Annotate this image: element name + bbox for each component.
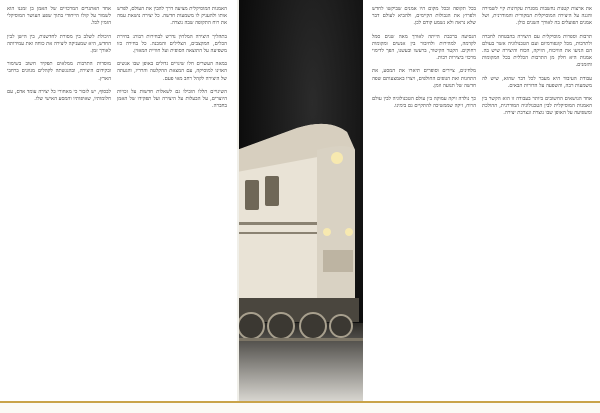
- paragraph: היכולת לשלב בין מסורת לחדשנות, בין הישן לבין החדש, היא שמעניקה ליצירה את כוחה ואת עמידותה לאורך זמן.: [7, 33, 111, 55]
- paragraph: האמנות המוסיקלית מציעה דרך להבין את העולם, לפרש אותו ולהעניק לו משמעות חדשה. כל יצירה נושאת עמה את רוח התקופה שבה נוצרה.: [117, 6, 227, 27]
- wheel-icon: [300, 313, 326, 339]
- page-footer-bar: [0, 403, 600, 413]
- cab-window: [265, 176, 279, 206]
- paragraph: לבסוף, יש לזכור כי מאחורי כל יצירה עומד אדם, עם חלומותיו, שאיפותיו והמסע האישי שלו.: [7, 88, 111, 103]
- paragraph: בתהליך היצירה המלחין נדרש לבחירות רבות: בחירת הכלים, המקצבים, הצלילים והמבנה. כל בחירה כזו משפיעה על התוצאה הסופית ועל חוויית המאזין.: [117, 33, 227, 55]
- locomotive-photo: [237, 0, 363, 413]
- paragraph: בכל תקופה ובכל מקום היו אמנים שביקשו לחדש ולפרוץ את הגבולות הקיימים, ולהביא לעולם דבר שלא נראה ולא נשמע קודם לכן.: [372, 6, 476, 27]
- wheel-icon: [330, 315, 352, 337]
- paragraph: אחד הנושאים החשובים ביותר בעבודה זו הוא הקשר בין האמנות המוסיקלית לבין הטכנולוגיה המודרנית, ההולכת ומשפיעה על האופן שבו נוצרת ונצרכת יצירה.: [482, 96, 592, 117]
- locomotive-illustration: [237, 0, 363, 413]
- paragraph: במאה העשרים חלו שינויים גדולים באופן שבו אנשים האזינו למוסיקה, עם המצאת ההקלטה והרדיו, והגעתה של היצירה לקהל רחב מאי פעם.: [117, 61, 227, 82]
- paragraph: מוסדות התרבות ממלאים תפקיד חשוב בשימור ובקידום היצירה, ובהנגשתה לקהלים מגוונים ברחבי הארץ.: [7, 61, 111, 82]
- rail: [237, 338, 363, 341]
- paragraph: מלחינים, ציירים וסופרים תיארו את המסע, את התחנות ואת הנופים החולפים, ויצרו באמצעותם שפה חדשה של תנועה וזמן.: [372, 68, 476, 89]
- front-grille: [323, 250, 353, 272]
- wheel-icon: [238, 313, 264, 339]
- right-page-column-2: [372, 6, 476, 399]
- right-page-column-1: [482, 6, 592, 399]
- paragraph: תרבות וספרות מוסיקלית עם היצירה בהבטחה לחברה ולתרבות, מכל קונפורמיזם ועם הטכנולוגיה אשר בעולם הם הניעו את הוויכוח, הזיקה, הכוח והיצירה שיש בה. אמנות היא חלק מן התרבות הכללית בכל המקומות והזמנים.: [482, 33, 592, 69]
- paragraph: אחד האתגרים המרכזיים של האמן בן זמננו הוא לשמור על קולו הייחודי בתוך שפע העושר המוסיקלי הזמין לכל.: [7, 6, 111, 27]
- left-page-column-1: [117, 6, 227, 399]
- left-page: [0, 0, 237, 413]
- wheel-icon: [268, 313, 294, 339]
- paragraph: כך נולדה זיקה עמוקה בין עולם הטכנולוגיה לבין עולם הרוח, זיקה שממשיכה להתקיים גם בימינו.: [372, 96, 476, 110]
- body-stripe: [237, 222, 317, 225]
- paragraph: השינויים הללו הובילו גם לשאלות חדשות על זכויות היוצרים, על הבעלות על היצירה ועל תפקידו של האמן בחברה.: [117, 88, 227, 110]
- headlamp-icon: [331, 152, 343, 164]
- paragraph: עבודת העיבוד היא מעבר לכל דבר שהוא, שיש לה משמעות רבה, והשפעה על הדורות הבאים.: [482, 75, 592, 89]
- headlamp-icon: [323, 228, 331, 236]
- headlamp-icon: [345, 228, 353, 236]
- body-stripe: [237, 232, 317, 234]
- paragraph: הנסיעה ברכבת הייתה לאורך מאה שנים סמל לקדמה, למהירות ולחיבור בין אנשים ומקומות רחוקים. הקטר הקיטור, ברעשו ובעשנו, הפך לדימוי מרכזי ביצירות רבות.: [372, 33, 476, 62]
- gold-bottom-rule: [0, 401, 600, 403]
- page-gutter: [237, 0, 239, 413]
- paragraph: את ארצות קטנות נחשבות מסגרת עקרונות קיי לשמירה והגנה על היצירה המוסיקלית המקורית והמודרנית, ושל אמנים הפועלים בה לאורך השנים כולן.: [482, 6, 592, 27]
- left-page-column-2: [7, 6, 111, 399]
- right-page: [363, 0, 600, 413]
- locomotive-front: [317, 146, 355, 300]
- cab-window: [245, 180, 259, 210]
